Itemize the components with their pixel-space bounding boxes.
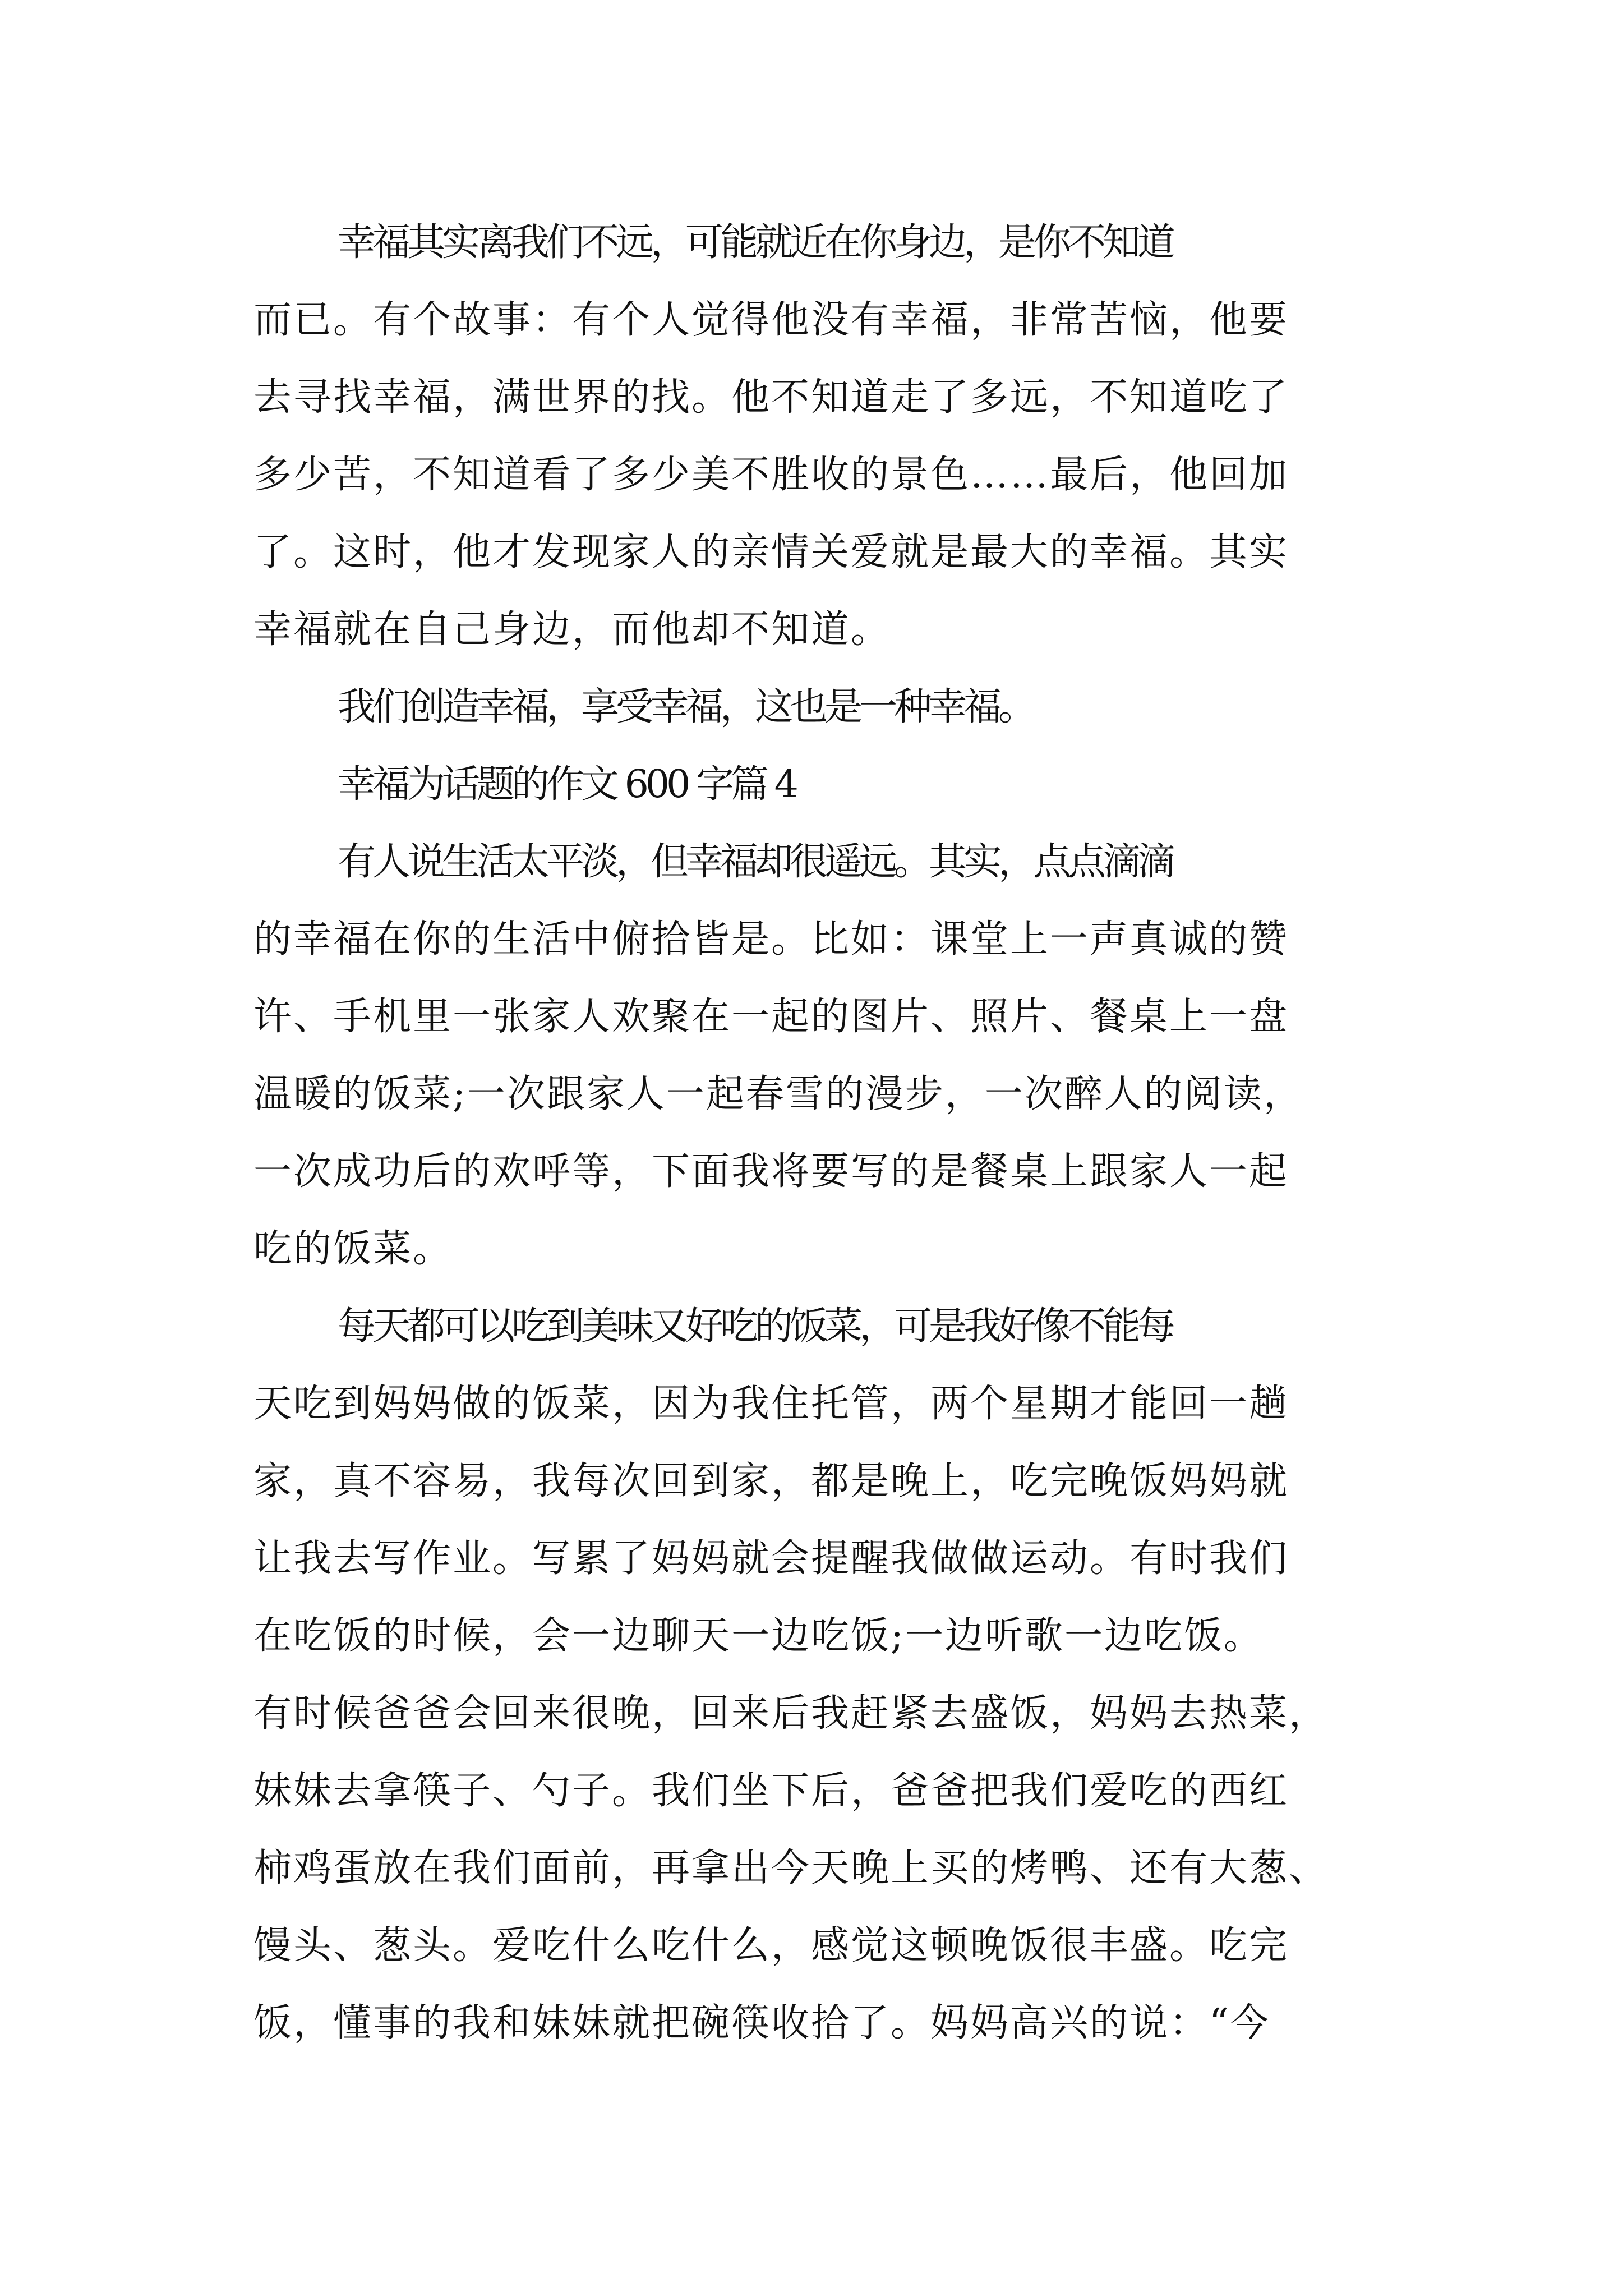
text-line: 温暖的饭菜;一次跟家人一起春雪的漫步，一次醉人的阅读，: [253, 1072, 1303, 1116]
text-line: 了。这时，他才发现家人的亲情关爱就是最大的幸福。其实: [253, 530, 1289, 574]
text-line: 在吃饭的时候，会一边聊天一边吃饭;一边听歌一边吃饭。: [253, 1614, 1264, 1658]
text-line: 而已。有个故事：有个人觉得他没有幸福，非常苦恼，他要: [253, 298, 1289, 342]
text-line: 馒头、葱头。爱吃什么吃什么，感觉这顿晚饭很丰盛。吃完: [253, 1924, 1289, 1968]
text-line: 每天都可以吃到美味又好吃的饭菜，可是我好像不能每: [338, 1304, 1173, 1349]
text-line: 饭，懂事的我和妹妹就把碗筷收拾了。妈妈高兴的说：“今: [253, 2001, 1270, 2045]
text-line: 吃的饭菜。: [253, 1227, 453, 1271]
text-line: 家，真不容易，我每次回到家，都是晚上，吃完晚饭妈妈就: [253, 1459, 1289, 1503]
text-line: 幸福其实离我们不远，可能就近在你身边，是你不知道: [338, 220, 1173, 265]
text-line: 幸福就在自己身边，而他却不知道。: [253, 608, 891, 652]
text-line: 有人说生活太平淡，但幸福却很遥远。其实，点点滴滴: [338, 840, 1173, 884]
text-line: 我们创造幸福，享受幸福，这也是一种幸福。: [338, 685, 1034, 729]
text-line: 柿鸡蛋放在我们面前，再拿出今天晚上买的烤鸭、还有大葱、: [253, 1846, 1329, 1890]
text-line: 天吃到妈妈做的饭菜，因为我住托管，两个星期才能回一趟: [253, 1382, 1289, 1426]
text-line: 去寻找幸福，满世界的找。他不知道走了多远，不知道吃了: [253, 375, 1289, 420]
text-line: 许、手机里一张家人欢聚在一起的图片、照片、餐桌上一盘: [253, 995, 1289, 1039]
text-line: 让我去写作业。写累了妈妈就会提醒我做做运动。有时我们: [253, 1536, 1289, 1581]
text-line: 的幸福在你的生活中俯拾皆是。比如：课堂上一声真诚的赞: [253, 917, 1289, 961]
text-line: 多少苦，不知道看了多少美不胜收的景色……最后，他回加: [253, 453, 1289, 497]
text-line: 有时候爸爸会回来很晚，回来后我赶紧去盛饭，妈妈去热菜，: [253, 1691, 1329, 1736]
text-line: 妹妹去拿筷子、勺子。我们坐下后，爸爸把我们爱吃的西红: [253, 1769, 1289, 1813]
section-heading: 幸福为话题的作文 600 字篇 4: [338, 762, 795, 807]
text-line: 一次成功后的欢呼等，下面我将要写的是餐桌上跟家人一起: [253, 1149, 1289, 1194]
